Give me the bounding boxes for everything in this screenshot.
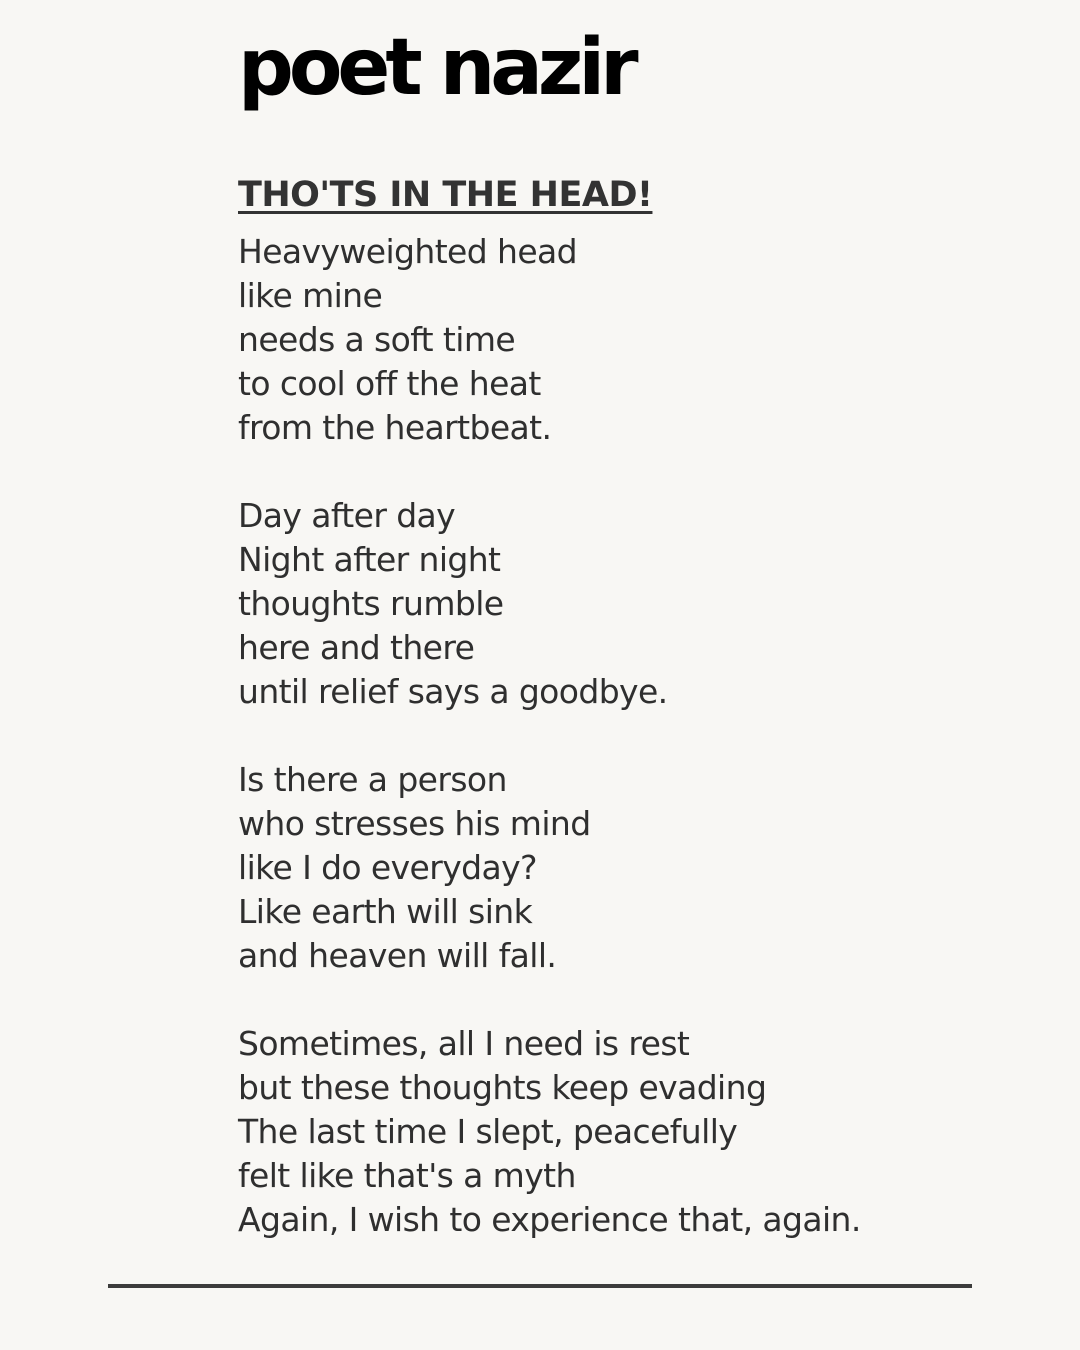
poem-line: Like earth will sink	[238, 892, 533, 931]
poem-line: here and there	[238, 628, 475, 667]
stanza-1	[238, 230, 1038, 450]
poem-line: Sometimes, all I need is rest	[238, 1024, 690, 1063]
poem-line: Night after night	[238, 540, 501, 579]
footer-divider	[108, 1284, 972, 1288]
poem-line: Is there a person	[238, 760, 507, 799]
poem	[238, 172, 1038, 1242]
poem-line: who stresses his mind	[238, 804, 591, 843]
poem-line: needs a soft time	[238, 320, 516, 359]
poem-line: to cool off the heat	[238, 364, 541, 403]
poem-line: Day after day	[238, 496, 456, 535]
poem-line: and heaven will fall.	[238, 936, 557, 975]
poem-line: The last time I slept, peacefully	[238, 1112, 738, 1151]
stanza-3	[238, 758, 1038, 978]
poem-line: felt like that's a myth	[238, 1156, 576, 1195]
stanza-4	[238, 1022, 1038, 1242]
poem-line: like mine	[238, 276, 383, 315]
poem-line: Again, I wish to experience that, again.	[238, 1200, 861, 1239]
poem-line: but these thoughts keep evading	[238, 1068, 767, 1107]
poem-line: thoughts rumble	[238, 584, 504, 623]
stanza-2	[238, 494, 1038, 714]
poem-line: until relief says a goodbye.	[238, 672, 668, 711]
brand-title: poet nazir	[238, 23, 634, 113]
poem-title: THO'TS IN THE HEAD!	[238, 175, 653, 215]
poem-line: from the heartbeat.	[238, 408, 552, 447]
poem-line: Heavyweighted head	[238, 232, 577, 271]
poem-line: like I do everyday?	[238, 848, 537, 887]
